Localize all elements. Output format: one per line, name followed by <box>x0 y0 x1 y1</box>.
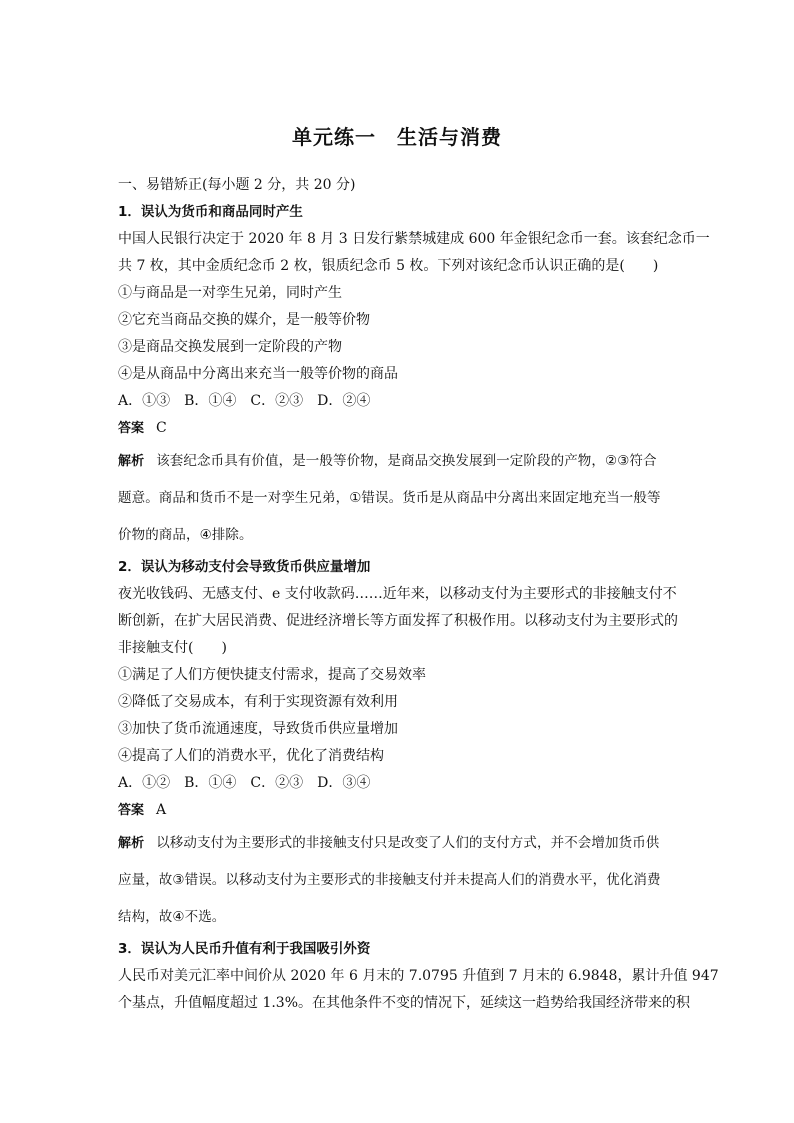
question-2-choices: A．①② B．①④ C．②③ D．③④ <box>118 775 371 791</box>
question-2-analysis-line: 结构，故④不选。 <box>118 909 226 925</box>
question-1-stem-line: 共 7 枚，其中金质纪念币 2 枚，银质纪念币 5 枚。下列对该纪念币认识正确的是( ) <box>118 258 659 274</box>
question-2-analysis-line: 应量，故③错误。以移动支付为主要形式的非接触支付并未提高人们的消费水平，优化消费 <box>118 872 661 888</box>
question-1-option: ④是从商品中分离出来充当一般等价物的商品 <box>118 366 398 382</box>
question-3-stem-line: 个基点，升值幅度超过 1.3%。在其他条件不变的情况下，延续这一趋势给我国经济带来的积 <box>118 995 691 1011</box>
question-3-stem-line: 人民币对美元汇率中间价从 2020 年 6 月末的 7.0795 升值到 7 月末的 6.9848，累计升值 947 <box>118 968 719 984</box>
analysis-text: 以移动支付为主要形式的非接触支付只是改变了人们的支付方式，并不会增加货币供 <box>156 835 660 851</box>
section-heading: 一、易错矫正(每小题 2 分，共 20 分) <box>118 177 356 193</box>
question-1-option: ②它充当商品交换的媒介，是一般等价物 <box>118 312 370 328</box>
question-1-choices: A．①③ B．①④ C．②③ D．②④ <box>118 393 371 409</box>
page-title: 单元练一 生活与消费 <box>292 125 502 149</box>
question-2-option: ①满足了人们方便快捷支付需求，提高了交易效率 <box>118 667 426 683</box>
question-1-option: ①与商品是一对孪生兄弟，同时产生 <box>118 285 342 301</box>
question-1-analysis-line: 价物的商品，④排除。 <box>118 527 253 543</box>
question-2-option: ④提高了人们的消费水平，优化了消费结构 <box>118 748 384 764</box>
question-2-heading: 2．误认为移动支付会导致货币供应量增加 <box>118 559 371 575</box>
question-2-option: ②降低了交易成本，有利于实现资源有效利用 <box>118 694 398 710</box>
analysis-label: 解析 <box>118 454 145 469</box>
question-1-stem-line: 中国人民银行决定于 2020 年 8 月 3 日发行紫禁城建成 600 年金银纪念币一套。该套纪念币一 <box>118 231 710 247</box>
question-2-stem-line: 夜光收钱码、无感支付、e 支付收款码……近年来，以移动支付为主要形式的非接触支付不 <box>118 586 677 602</box>
question-2-answer <box>118 797 678 824</box>
question-2-option: ③加快了货币流通速度，导致货币供应量增加 <box>118 721 398 737</box>
answer-label: 答案 <box>118 803 145 818</box>
question-2-stem-line: 非接触支付( ) <box>118 640 227 656</box>
answer-value: A <box>156 802 167 818</box>
question-1-heading: 1．误认为货币和商品同时产生 <box>118 204 303 220</box>
question-1-option: ③是商品交换发展到一定阶段的产物 <box>118 339 342 355</box>
question-2-stem-line: 断创新，在扩大居民消费、促进经济增长等方面发挥了积极作用。以移动支付为主要形式的 <box>118 613 678 629</box>
analysis-text: 该套纪念币具有价值，是一般等价物，是商品交换发展到一定阶段的产物，②③符合 <box>156 453 657 469</box>
answer-label: 答案 <box>118 421 145 436</box>
question-2-analysis-line <box>118 825 678 862</box>
question-1-answer <box>118 415 678 442</box>
document-body <box>118 172 719 1017</box>
question-3-heading: 3．误认为人民币升值有利于我国吸引外资 <box>118 941 371 957</box>
question-1-analysis-line: 题意。商品和货币不是一对孪生兄弟，①错误。货币是从商品中分离出来固定地充当一般等 <box>118 490 661 506</box>
analysis-label: 解析 <box>118 836 145 851</box>
question-1-analysis-line <box>118 443 678 480</box>
answer-value: C <box>156 420 167 436</box>
